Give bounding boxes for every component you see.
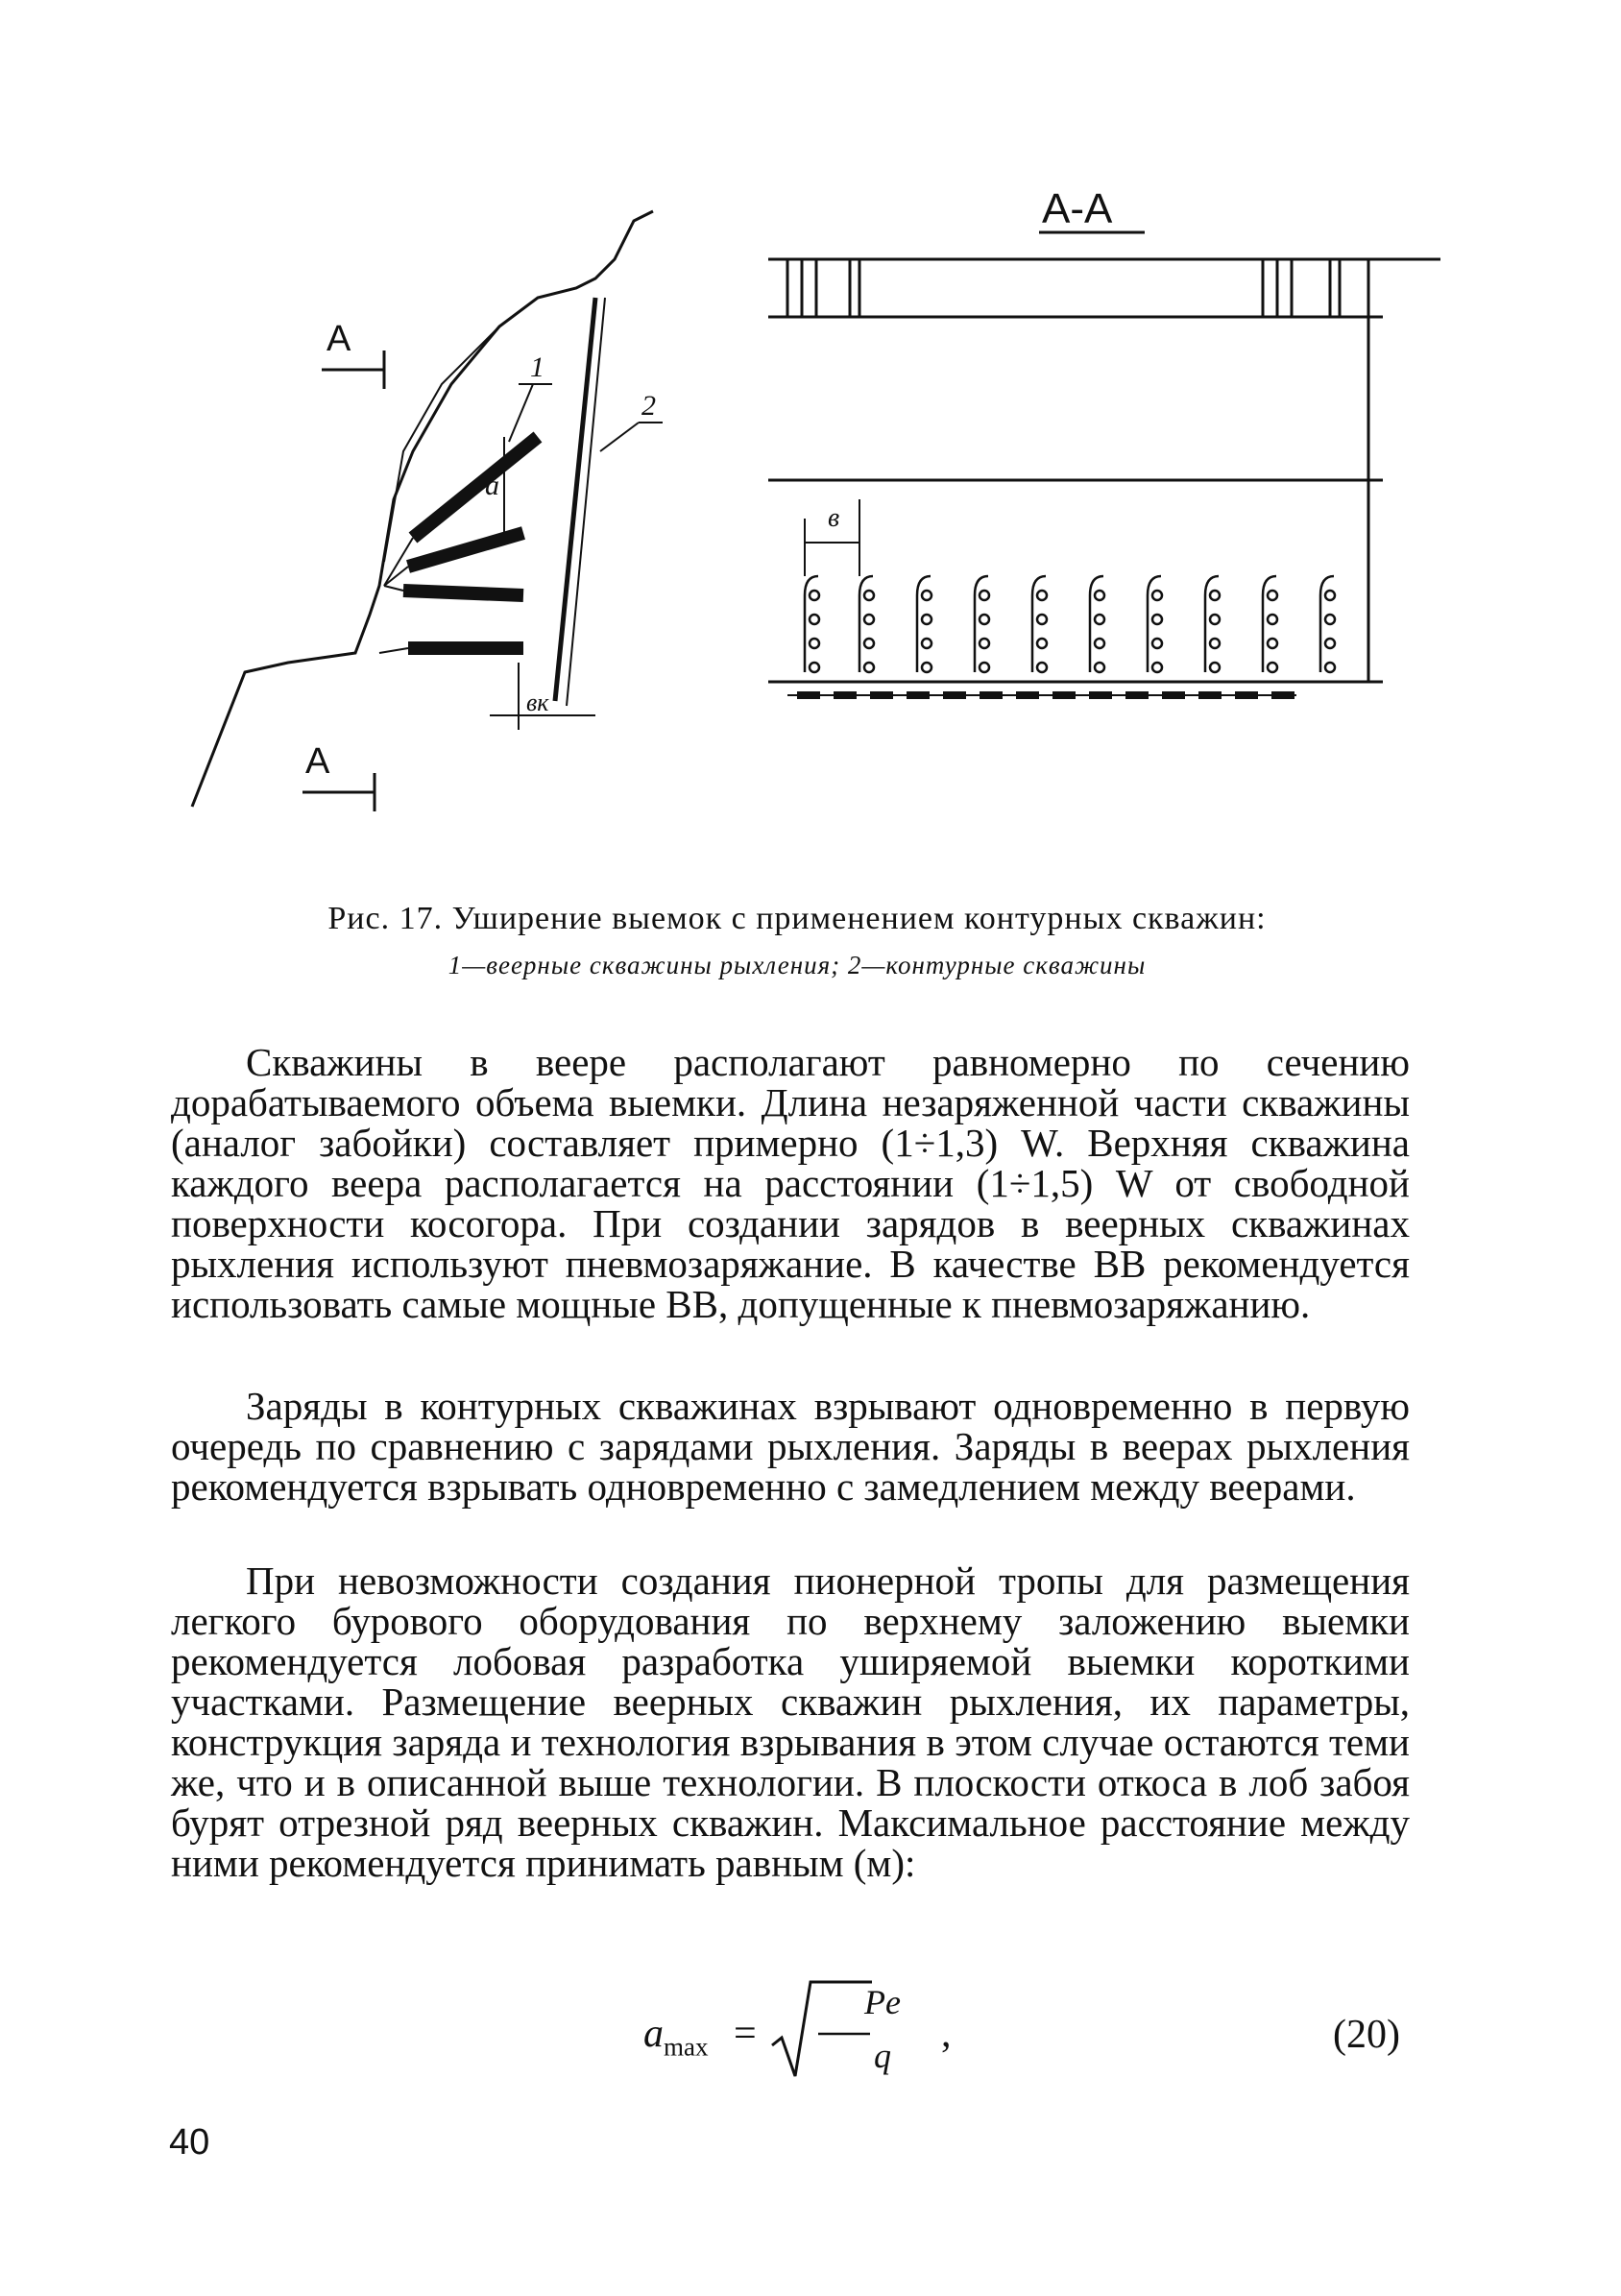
figure-caption-legend: 1—веерные скважины рыхления; 2—контурные скважины bbox=[448, 951, 1147, 979]
formula-numerator: Pe bbox=[864, 1983, 901, 2021]
hole-mark bbox=[1268, 591, 1277, 600]
hole-mark bbox=[1095, 663, 1104, 672]
section-label: А-А bbox=[1042, 185, 1113, 232]
formula-lhs bbox=[643, 2011, 709, 2062]
figure-17 bbox=[0, 0, 1621, 883]
formula-denominator: q bbox=[874, 2037, 891, 2075]
hole-mark bbox=[810, 591, 819, 600]
cut-label-top: А bbox=[327, 319, 351, 359]
hole-mark bbox=[864, 615, 874, 624]
hole-mark bbox=[1325, 591, 1335, 600]
hole-mark bbox=[1325, 639, 1335, 648]
hole-mark bbox=[980, 591, 989, 600]
hole-mark bbox=[922, 663, 931, 672]
hole-mark bbox=[1095, 615, 1104, 624]
hole-mark bbox=[1152, 663, 1162, 672]
hole-mark bbox=[1037, 639, 1047, 648]
hole-mark bbox=[1210, 591, 1220, 600]
hole-mark bbox=[810, 639, 819, 648]
formula-lhs-subscript: max bbox=[664, 2032, 709, 2062]
hole-mark bbox=[810, 615, 819, 624]
page-number: 40 bbox=[169, 2122, 210, 2163]
hole-mark bbox=[1037, 615, 1047, 624]
figure-drawing bbox=[0, 0, 1621, 883]
contour-charges bbox=[787, 691, 1296, 699]
hole-mark bbox=[1152, 615, 1162, 624]
hole-mark bbox=[810, 663, 819, 672]
hole-mark bbox=[864, 663, 874, 672]
paragraph: При невозможности создания пионерной тропы для размещения легкого бурового оборудования по верхнему заложению выемки рекомендуется лобовая разработка уширяемой выемки короткими участками. Размещение веерных скважин рыхления, их параметры, конструкция заряда и технология взрывания в этом случае остаются теми же, что и в описанной выше технологии. В плоскости откоса в лоб забоя бурят отрезной ряд веерных скважин. Максимальное расстояние между ними рекомендуется принимать равным (м): bbox=[171, 1559, 1410, 1885]
slope-section bbox=[192, 211, 663, 811]
hole-mark bbox=[980, 615, 989, 624]
dimension-a: а bbox=[485, 470, 499, 501]
callout-1: 1 bbox=[530, 351, 544, 383]
cut-label-bottom: А bbox=[305, 741, 330, 782]
paragraph: Скважины в вееpe располагают равномерно по сечению дорабатываемого объема выемки. Длина незаряженной части скважины (аналог забойки) составляет примерно (1÷1,3) W. Верхняя скважина каждого веера располагается на расстоянии (1÷1,5) W от свободной поверхности косогора. При создании зарядов в веерных скважинах рыхления используют пневмозаряжание. В качестве ВВ рекомендуется использовать самые мощные ВВ, допущенные к пневмозаряжанию. bbox=[171, 1040, 1410, 1326]
hole-mark bbox=[1095, 591, 1104, 600]
hole-mark bbox=[1268, 663, 1277, 672]
paragraph: Заряды в контурных скважинах взрывают одновременно в первую очередь по сравнению с зарядами рыхления. Заряды в веерах рыхления рекомендуется взрывать одновременно с замедлением между веерами. bbox=[171, 1384, 1410, 1509]
hole-mark bbox=[922, 639, 931, 648]
fan-hole-columns bbox=[805, 576, 1335, 672]
body-paragraph-2 bbox=[171, 1386, 1410, 1511]
hole-mark bbox=[1325, 615, 1335, 624]
hole-mark bbox=[1095, 639, 1104, 648]
dimension-b: в bbox=[828, 503, 840, 533]
hole-mark bbox=[1210, 639, 1220, 648]
formula-comma: , bbox=[941, 2012, 952, 2056]
hole-mark bbox=[922, 615, 931, 624]
body-paragraph-3 bbox=[171, 1560, 1410, 1887]
hole-mark bbox=[1210, 663, 1220, 672]
dimension-bk: вк bbox=[526, 689, 549, 716]
formula-equals: = bbox=[734, 2012, 757, 2056]
hole-mark bbox=[1268, 615, 1277, 624]
formula-20 bbox=[643, 1978, 970, 2084]
figure-caption-title: Рис. 17. Уширение выемок с применением контурных скважин: bbox=[327, 901, 1267, 936]
body-paragraph-1 bbox=[171, 1042, 1410, 1328]
hole-mark bbox=[1325, 663, 1335, 672]
equation-number: (20) bbox=[1333, 2013, 1400, 2057]
radical-icon bbox=[768, 1978, 874, 2084]
hole-mark bbox=[864, 639, 874, 648]
hole-mark bbox=[864, 591, 874, 600]
hole-mark bbox=[1152, 591, 1162, 600]
callout-2: 2 bbox=[641, 390, 656, 422]
hole-mark bbox=[980, 663, 989, 672]
hole-mark bbox=[1152, 639, 1162, 648]
hole-mark bbox=[1268, 639, 1277, 648]
hole-mark bbox=[1210, 615, 1220, 624]
formula-lhs-symbol: a bbox=[643, 2012, 664, 2056]
fan-holes bbox=[403, 437, 538, 648]
hole-mark bbox=[1037, 591, 1047, 600]
hole-mark bbox=[1037, 663, 1047, 672]
hole-mark bbox=[922, 591, 931, 600]
hole-mark bbox=[980, 639, 989, 648]
